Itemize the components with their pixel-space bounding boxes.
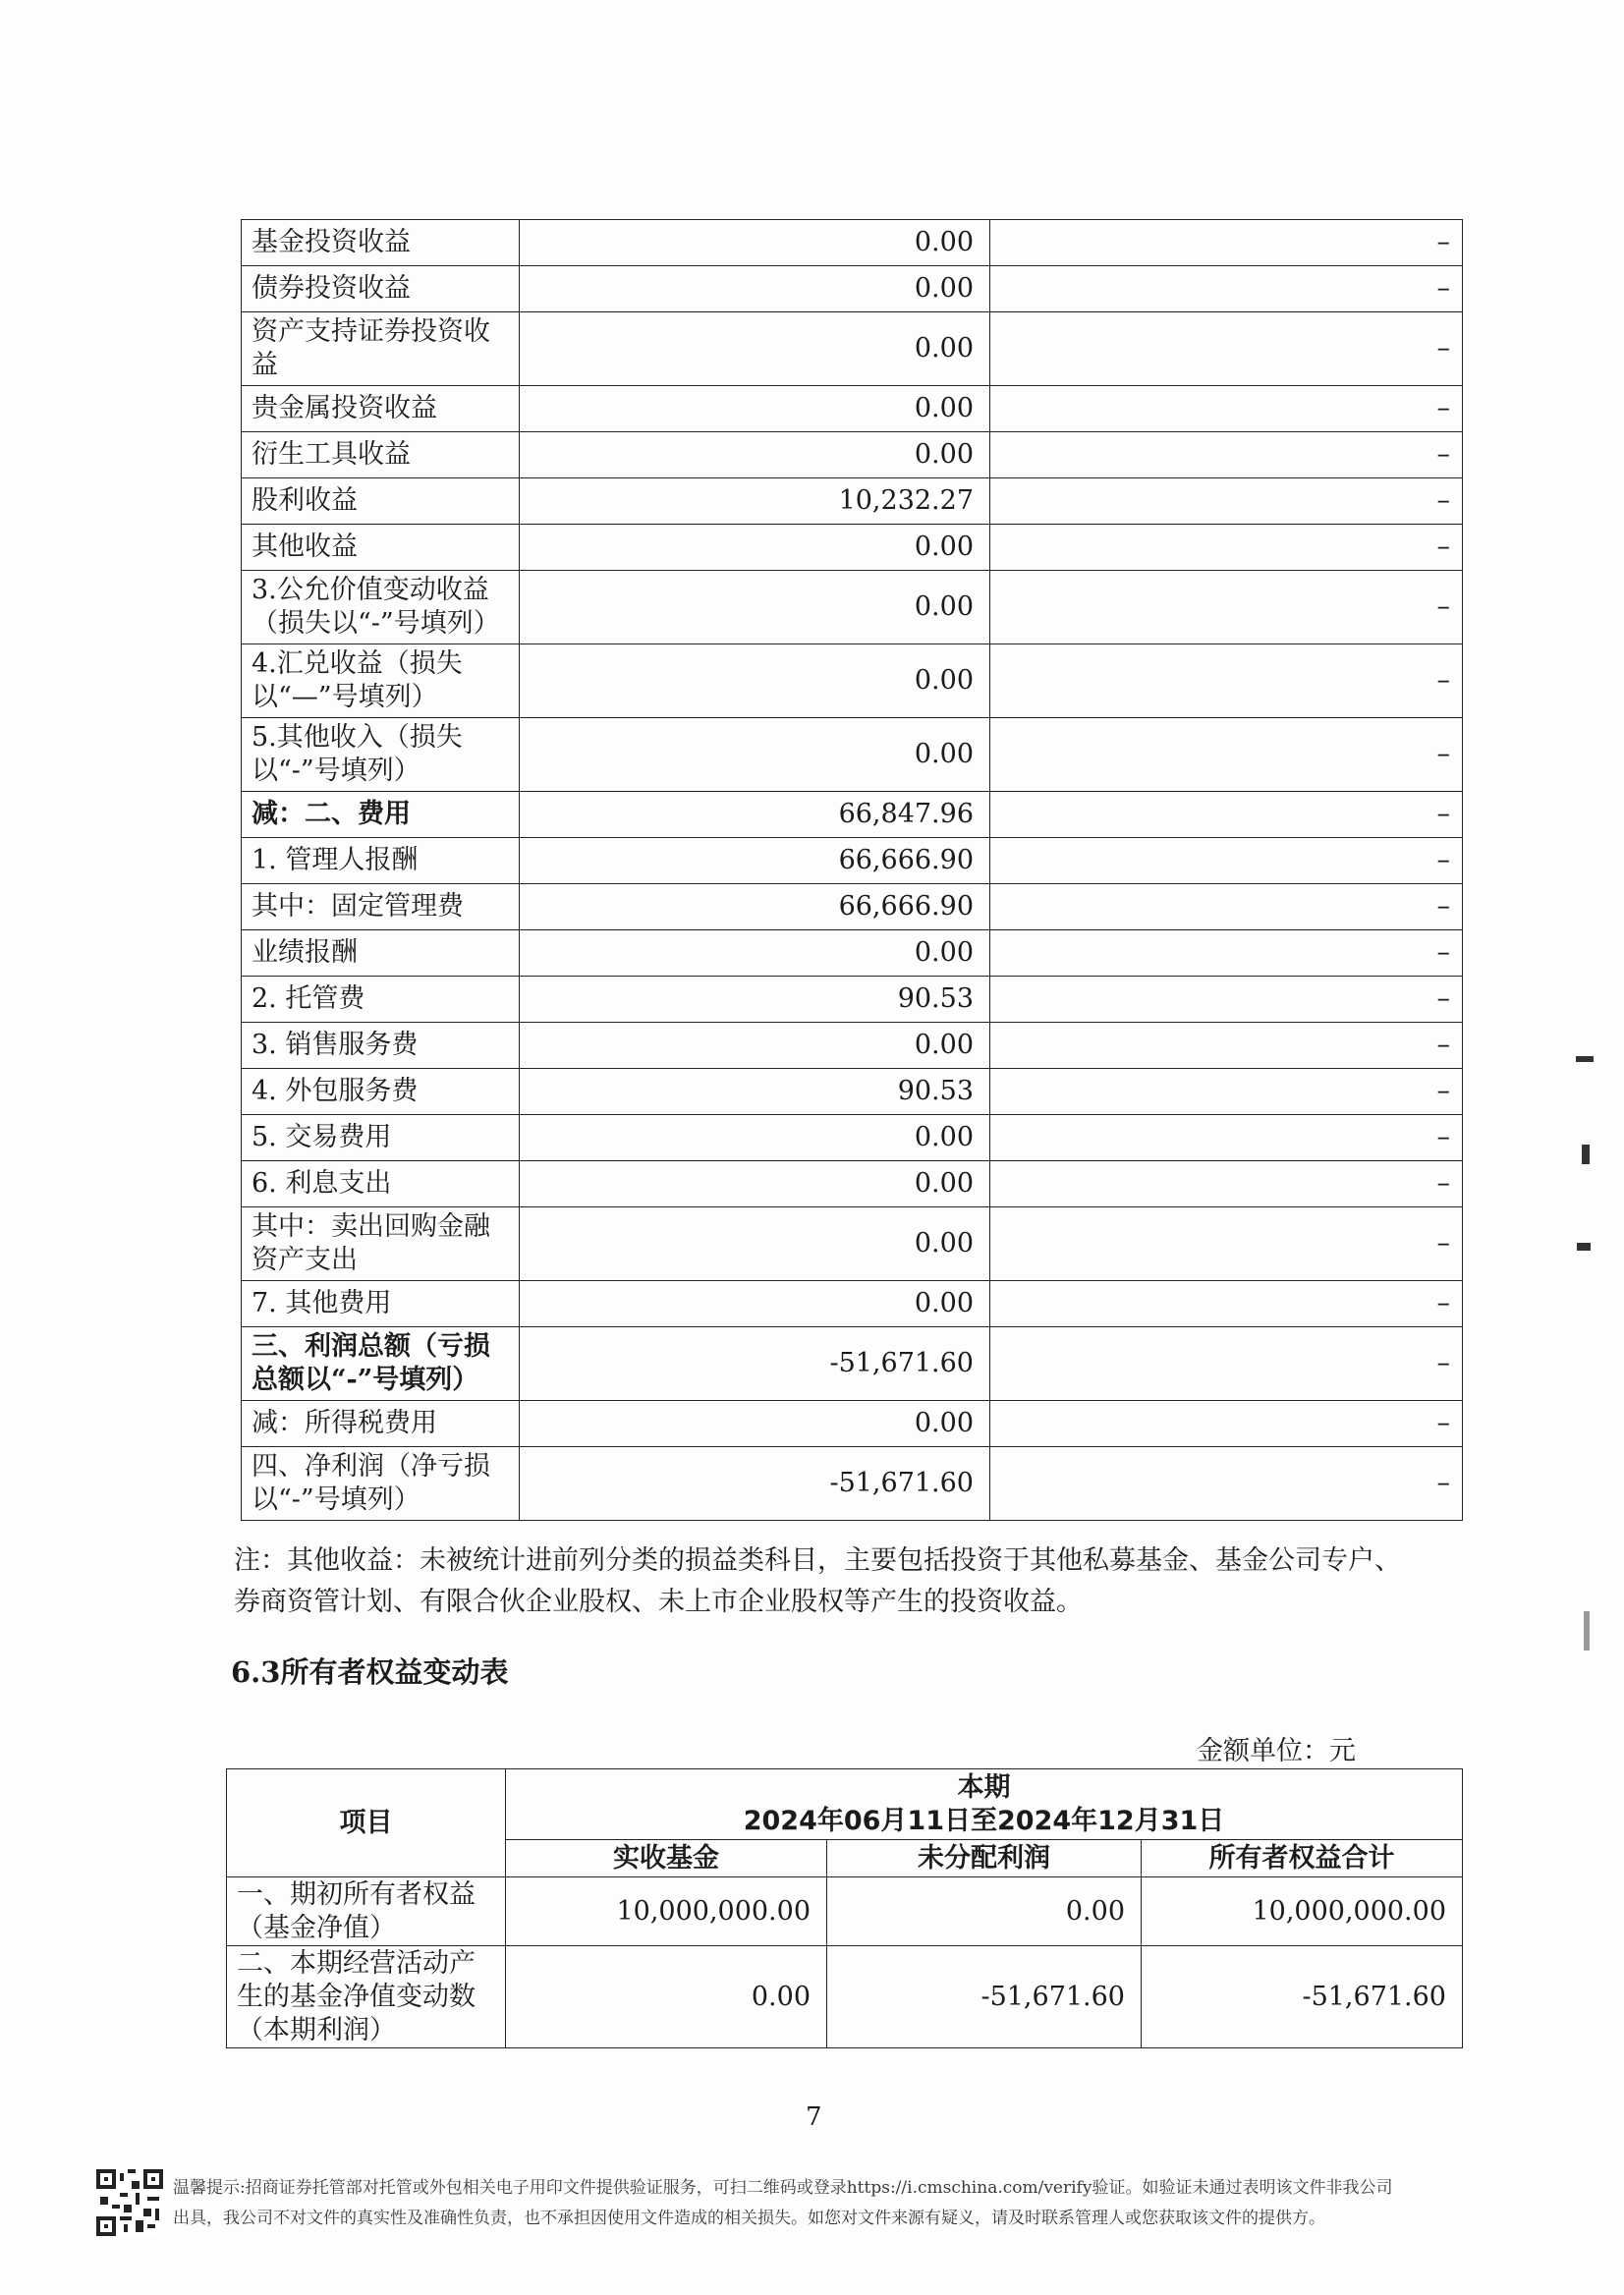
equity-cell: 0.00 bbox=[506, 1946, 827, 2048]
equity-col-header: 实收基金 bbox=[506, 1840, 827, 1877]
current-period-value: 0.00 bbox=[520, 1115, 990, 1161]
amount-unit: 金额单位：元 bbox=[1197, 1736, 1356, 1766]
table-row bbox=[242, 1327, 1463, 1401]
page-number: 7 bbox=[806, 2102, 822, 2132]
table-row bbox=[242, 1207, 1463, 1281]
table-row bbox=[242, 644, 1463, 718]
prior-period-value: – bbox=[990, 977, 1463, 1023]
prior-period-value: – bbox=[990, 1023, 1463, 1069]
table-row bbox=[242, 1069, 1463, 1115]
table-row bbox=[242, 930, 1463, 977]
table-row bbox=[242, 1023, 1463, 1069]
table-row bbox=[227, 1946, 1463, 2048]
prior-period-value: – bbox=[990, 1327, 1463, 1401]
prior-period-value: – bbox=[990, 266, 1463, 312]
row-label: 四、净利润（净亏损以“-”号填列） bbox=[242, 1447, 520, 1521]
row-label: 7. 其他费用 bbox=[242, 1281, 520, 1327]
current-period-value: 0.00 bbox=[520, 220, 990, 266]
row-label: 贵金属投资收益 bbox=[242, 386, 520, 432]
current-period-value: -51,671.60 bbox=[520, 1327, 990, 1401]
current-period-value: 0.00 bbox=[520, 1023, 990, 1069]
prior-period-value: – bbox=[990, 884, 1463, 930]
prior-period-value: – bbox=[990, 525, 1463, 571]
current-period-value: 66,847.96 bbox=[520, 792, 990, 838]
equity-period-title: 本期 bbox=[957, 1771, 1011, 1803]
equity-row-label: 一、期初所有者权益（基金净值） bbox=[227, 1877, 506, 1946]
table-row bbox=[242, 1281, 1463, 1327]
scan-edge-mark bbox=[1576, 1056, 1594, 1062]
row-label: 其中：固定管理费 bbox=[242, 884, 520, 930]
table-row bbox=[242, 1115, 1463, 1161]
current-period-value: 66,666.90 bbox=[520, 838, 990, 884]
equity-item-header: 项目 bbox=[227, 1769, 506, 1877]
equity-col-header: 所有者权益合计 bbox=[1142, 1840, 1463, 1877]
equity-change-table bbox=[226, 1768, 1463, 2048]
current-period-value: 0.00 bbox=[520, 266, 990, 312]
row-label: 股利收益 bbox=[242, 478, 520, 525]
equity-period-range: 2024年06月11日至2024年12月31日 bbox=[743, 1805, 1225, 1836]
current-period-value: -51,671.60 bbox=[520, 1447, 990, 1521]
row-label: 3. 销售服务费 bbox=[242, 1023, 520, 1069]
prior-period-value: – bbox=[990, 792, 1463, 838]
row-label: 6. 利息支出 bbox=[242, 1161, 520, 1207]
prior-period-value: – bbox=[990, 1161, 1463, 1207]
equity-cell: 10,000,000.00 bbox=[506, 1877, 827, 1946]
row-label: 其他收益 bbox=[242, 525, 520, 571]
current-period-value: 0.00 bbox=[520, 312, 990, 386]
row-label: 4.汇兑收益（损失以“—”号填列） bbox=[242, 644, 520, 718]
current-period-value: 0.00 bbox=[520, 1161, 990, 1207]
prior-period-value: – bbox=[990, 930, 1463, 977]
current-period-value: 0.00 bbox=[520, 718, 990, 792]
prior-period-value: – bbox=[990, 220, 1463, 266]
current-period-value: 0.00 bbox=[520, 525, 990, 571]
row-label: 业绩报酬 bbox=[242, 930, 520, 977]
prior-period-value: – bbox=[990, 478, 1463, 525]
row-label: 2. 托管费 bbox=[242, 977, 520, 1023]
current-period-value: 0.00 bbox=[520, 644, 990, 718]
table-row bbox=[242, 977, 1463, 1023]
prior-period-value: – bbox=[990, 571, 1463, 644]
row-label: 资产支持证券投资收益 bbox=[242, 312, 520, 386]
prior-period-value: – bbox=[990, 718, 1463, 792]
row-label: 3.公允价值变动收益（损失以“-”号填列） bbox=[242, 571, 520, 644]
row-label: 5. 交易费用 bbox=[242, 1115, 520, 1161]
table-row bbox=[242, 266, 1463, 312]
current-period-value: 0.00 bbox=[520, 1281, 990, 1327]
equity-cell: -51,671.60 bbox=[1142, 1946, 1463, 2048]
table-row bbox=[242, 571, 1463, 644]
table-row bbox=[242, 312, 1463, 386]
row-label: 1. 管理人报酬 bbox=[242, 838, 520, 884]
current-period-value: 90.53 bbox=[520, 977, 990, 1023]
equity-cell: 0.00 bbox=[827, 1877, 1142, 1946]
prior-period-value: – bbox=[990, 644, 1463, 718]
income-note: 注：其他收益：未被统计进前列分类的损益类科目，主要包括投资于其他私募基金、基金公司专户、券商资管计划、有限合伙企业股权、未上市企业股权等产生的投资收益。 bbox=[234, 1545, 1401, 1617]
current-period-value: 0.00 bbox=[520, 386, 990, 432]
section-title: 6.3所有者权益变动表 bbox=[231, 1655, 509, 1689]
row-label: 其中：卖出回购金融资产支出 bbox=[242, 1207, 520, 1281]
income-statement-table bbox=[241, 219, 1463, 1521]
prior-period-value: – bbox=[990, 1115, 1463, 1161]
table-row bbox=[242, 525, 1463, 571]
table-row bbox=[242, 1401, 1463, 1447]
footer-disclaimer: 温馨提示:招商证券托管部对托管或外包相关电子用印文件提供验证服务，可扫二维码或登录https://i.cmschina.com/verify验证。如验证未通过表明该文件非我公司出具，我公司不对文件的真实性及准确性负责，也不承担因使用文件造成的相关损失。如您对文件来源有疑义，请及时联系管理人或您获取该文件的提供方。 bbox=[173, 2178, 1393, 2228]
equity-cell: -51,671.60 bbox=[827, 1946, 1142, 2048]
row-label: 4. 外包服务费 bbox=[242, 1069, 520, 1115]
current-period-value: 10,232.27 bbox=[520, 478, 990, 525]
prior-period-value: – bbox=[990, 1447, 1463, 1521]
prior-period-value: – bbox=[990, 1401, 1463, 1447]
current-period-value: 66,666.90 bbox=[520, 884, 990, 930]
equity-period-header bbox=[506, 1769, 1463, 1840]
prior-period-value: – bbox=[990, 1281, 1463, 1327]
table-row bbox=[242, 838, 1463, 884]
table-row bbox=[242, 884, 1463, 930]
scan-edge-mark bbox=[1582, 1145, 1590, 1164]
current-period-value: 0.00 bbox=[520, 1207, 990, 1281]
table-row bbox=[227, 1877, 1463, 1946]
row-label: 基金投资收益 bbox=[242, 220, 520, 266]
row-label: 5.其他收入（损失以“-”号填列） bbox=[242, 718, 520, 792]
current-period-value: 90.53 bbox=[520, 1069, 990, 1115]
current-period-value: 0.00 bbox=[520, 930, 990, 977]
prior-period-value: – bbox=[990, 1069, 1463, 1115]
row-label: 三、利润总额（亏损总额以“-”号填列） bbox=[242, 1327, 520, 1401]
prior-period-value: – bbox=[990, 1207, 1463, 1281]
prior-period-value: – bbox=[990, 432, 1463, 478]
qr-code-icon[interactable] bbox=[96, 2169, 163, 2236]
current-period-value: 0.00 bbox=[520, 432, 990, 478]
row-label: 债券投资收益 bbox=[242, 266, 520, 312]
table-row bbox=[242, 718, 1463, 792]
current-period-value: 0.00 bbox=[520, 1401, 990, 1447]
scan-edge-mark bbox=[1584, 1611, 1590, 1651]
table-row bbox=[242, 792, 1463, 838]
table-row bbox=[242, 386, 1463, 432]
row-label: 衍生工具收益 bbox=[242, 432, 520, 478]
prior-period-value: – bbox=[990, 386, 1463, 432]
current-period-value: 0.00 bbox=[520, 571, 990, 644]
table-row bbox=[242, 432, 1463, 478]
table-row bbox=[242, 1447, 1463, 1521]
equity-col-header: 未分配利润 bbox=[827, 1840, 1142, 1877]
row-label: 减：二、费用 bbox=[242, 792, 520, 838]
table-row bbox=[242, 220, 1463, 266]
table-row bbox=[242, 478, 1463, 525]
prior-period-value: – bbox=[990, 838, 1463, 884]
row-label: 减：所得税费用 bbox=[242, 1401, 520, 1447]
table-row bbox=[242, 1161, 1463, 1207]
scan-edge-mark bbox=[1577, 1243, 1591, 1251]
prior-period-value: – bbox=[990, 312, 1463, 386]
equity-cell: 10,000,000.00 bbox=[1142, 1877, 1463, 1946]
equity-row-label: 二、本期经营活动产生的基金净值变动数（本期利润） bbox=[227, 1946, 506, 2048]
